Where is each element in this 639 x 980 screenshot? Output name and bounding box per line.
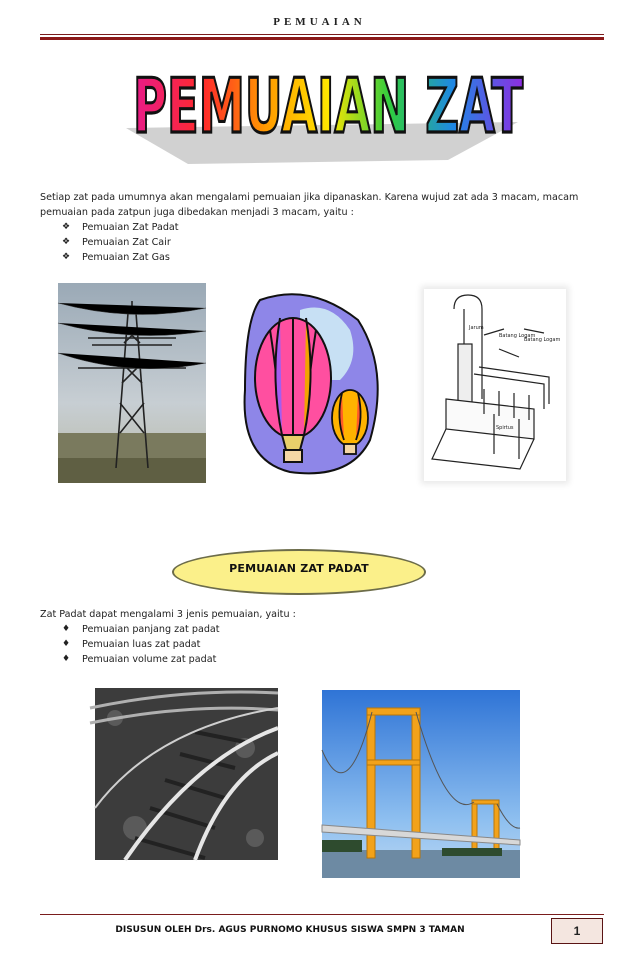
label-spirtus: Spirtus (496, 425, 514, 431)
section-badge-text: PEMUAIAN ZAT PADAT (229, 561, 369, 575)
list-item: ♦ Pemuaian luas zat padat (62, 639, 201, 650)
diamond-bullet-icon: ♦ (62, 654, 71, 664)
section-badge (172, 549, 426, 595)
list-item: ❖ Pemuaian Zat Gas (62, 252, 170, 263)
diamond-bullet-icon: ❖ (62, 237, 71, 247)
solid-expansion-block (40, 607, 606, 667)
railway-tracks-photo (95, 688, 278, 860)
list-item: ♦ Pemuaian panjang zat padat (62, 624, 220, 635)
section-paragraph: Zat Padat dapat mengalami 3 jenis pemuaian, yaitu : (40, 609, 296, 620)
intro-block (40, 190, 606, 265)
states-list (40, 220, 606, 265)
header-rule-thick (40, 37, 604, 40)
list-item: ♦ Pemuaian volume zat padat (62, 654, 217, 665)
header-rule (40, 34, 604, 35)
wordart-title (118, 52, 538, 180)
page-header-title: PEMUAIAN (273, 16, 366, 28)
suspension-bridge-photo (322, 690, 520, 878)
footer-credit: DISUSUN OLEH Drs. AGUS PURNOMO KHUSUS SISWA SMPN 3 TAMAN (115, 925, 465, 935)
list-item: ❖ Pemuaian Zat Padat (62, 222, 179, 233)
diamond-bullet-icon: ♦ (62, 639, 71, 649)
diamond-bullet-icon: ❖ (62, 252, 71, 262)
wordart-text: PEMUAIAN ZAT (133, 63, 523, 151)
solid-expansion-list (40, 622, 606, 667)
diamond-bullet-icon: ❖ (62, 222, 71, 232)
footer-rule (40, 914, 604, 915)
page-number: 1 (551, 918, 603, 944)
label-batang-logam-2: Batang Logam (524, 337, 561, 343)
intro-paragraph: Setiap zat pada umumnya akan mengalami pemuaian jika dipanaskan. Karena wujud zat ada 3 macam, macam pemuaian pada zatpun juga dibedakan menjadi 3 macam, yaitu : (40, 192, 579, 218)
label-batang-logam-1: Batang Logam (499, 333, 536, 339)
power-tower-photo (58, 283, 206, 483)
list-item: ❖ Pemuaian Zat Cair (62, 237, 171, 248)
diamond-bullet-icon: ♦ (62, 624, 71, 634)
expansion-apparatus-drawing (424, 289, 566, 481)
hot-air-balloons-illustration (240, 290, 385, 480)
label-jarum: Jarum (469, 325, 484, 331)
